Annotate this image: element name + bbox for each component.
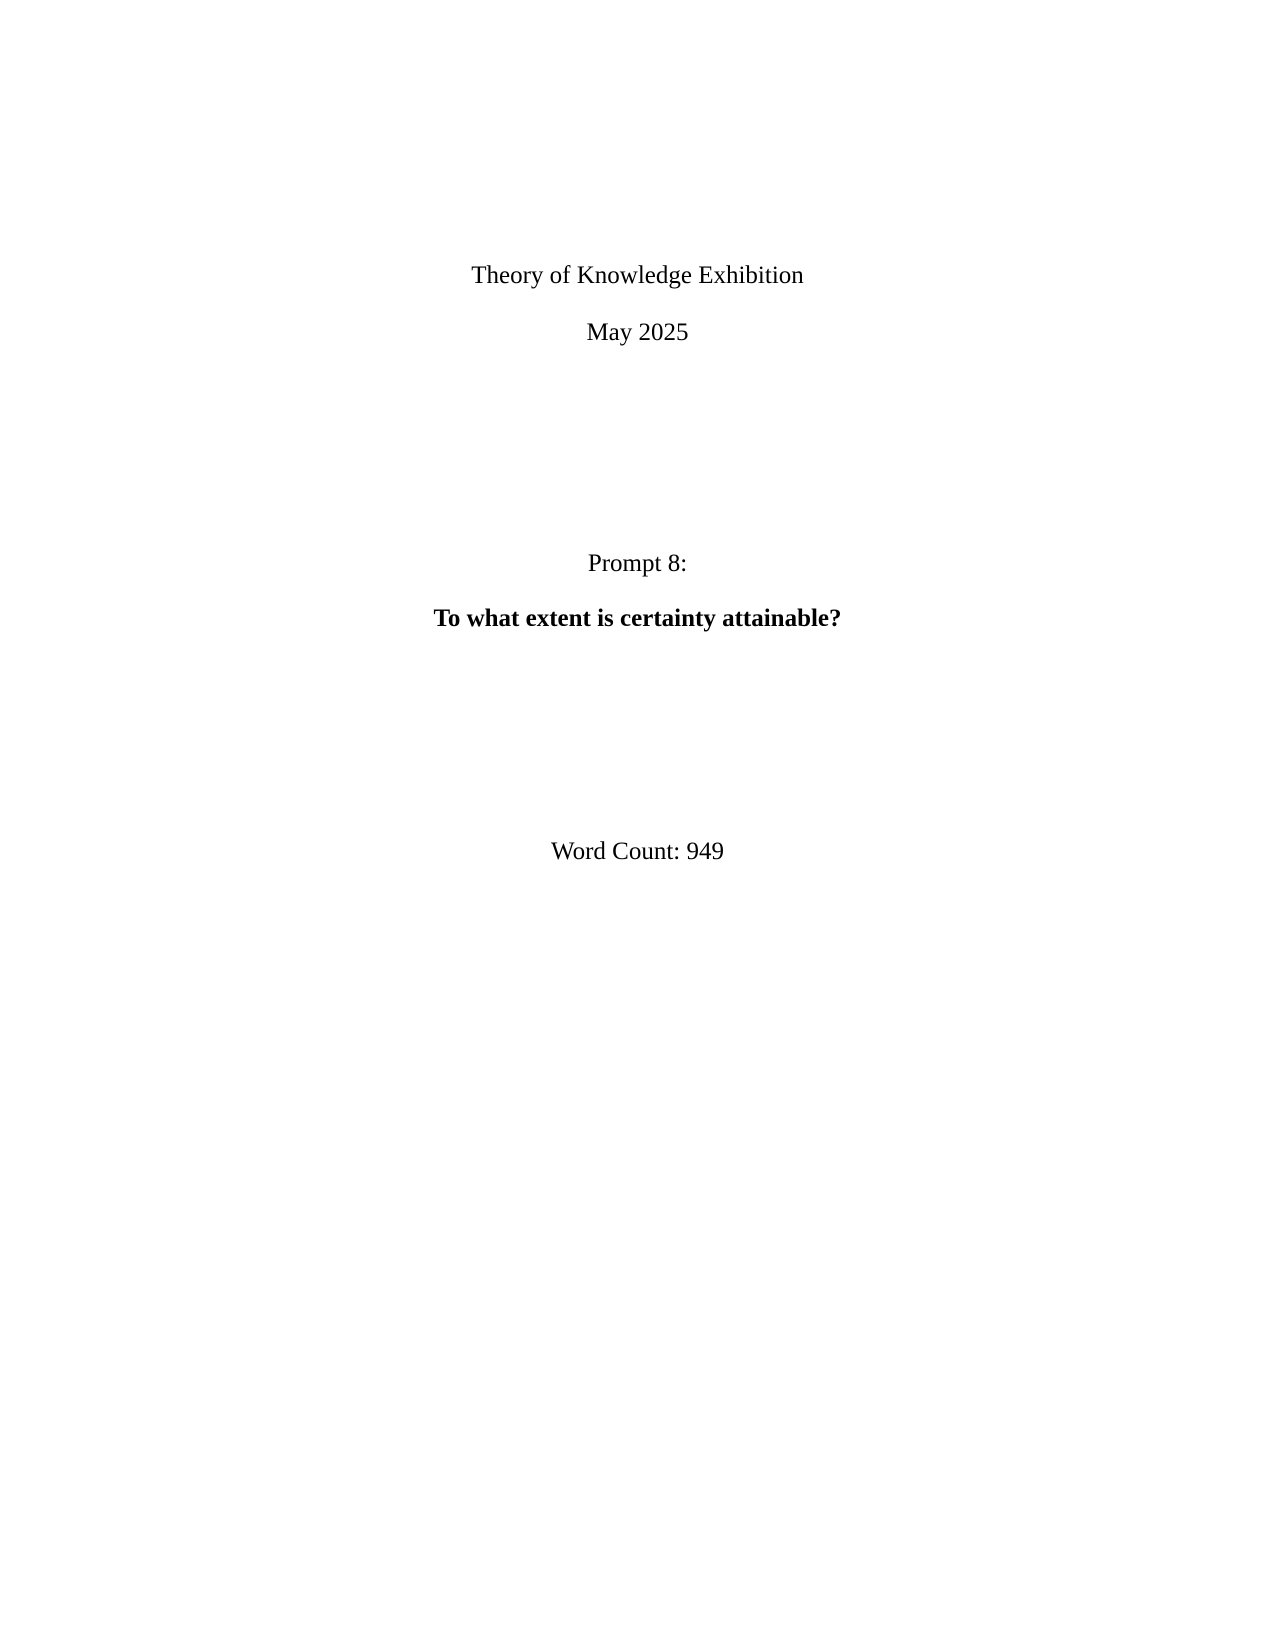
prompt-label: Prompt 8: <box>587 550 688 577</box>
document-date: May 2025 <box>586 319 689 346</box>
prompt-question: To what extent is certainty attainable? <box>433 605 842 632</box>
document-title: Theory of Knowledge Exhibition <box>471 262 804 289</box>
word-count: Word Count: 949 <box>551 838 724 865</box>
